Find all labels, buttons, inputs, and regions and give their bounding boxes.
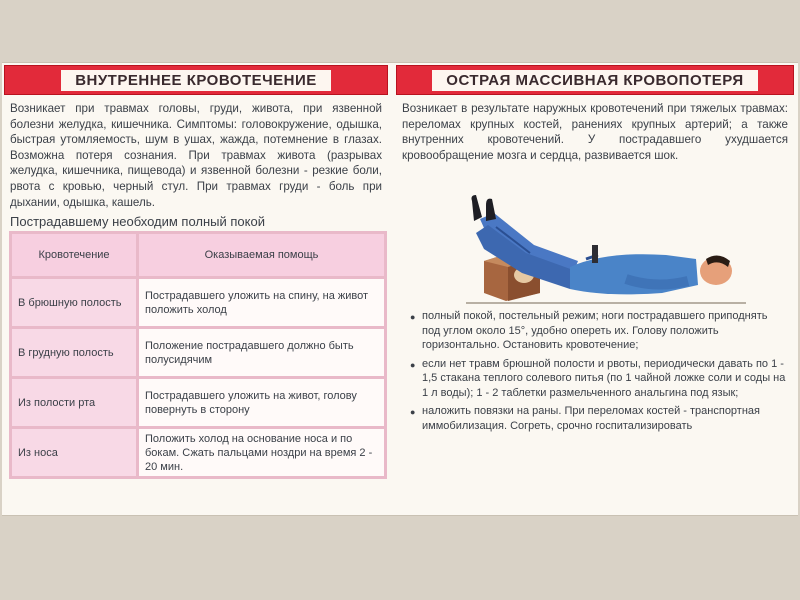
help-cell: Пострадавшего уложить на спину, на живот положить холод xyxy=(138,278,386,328)
list-item-text: если нет травм брюшной полости и рвоты, периодически давать по 1 - 1,5 стакана теплого солевого питья (по 1 чайной ложке соли и соды на 1 л воды); 1 - 2 таблетки размельченного анальгина под язык; xyxy=(422,357,786,399)
internal-bleeding-column xyxy=(4,65,388,479)
internal-bleeding-banner xyxy=(4,65,388,95)
bullet-icon: ● xyxy=(410,359,416,370)
table-header-row xyxy=(11,233,386,278)
bleeding-type-cell: Из полости рта xyxy=(11,378,138,428)
shoes-icon xyxy=(472,195,497,221)
header-bleeding: Кровотечение xyxy=(11,233,138,278)
head-icon xyxy=(700,255,732,285)
list-item xyxy=(410,404,788,433)
table-row xyxy=(11,328,386,378)
rest-note: Пострадавшему необходим полный покой xyxy=(10,214,265,230)
blood-loss-banner xyxy=(396,65,794,95)
list-item-text: наложить повязки на раны. При переломах костей - транспортная иммобилизация. Согреть, срочно госпитализировать xyxy=(422,405,760,432)
list-item xyxy=(410,309,788,353)
help-cell: Положить холод на основание носа и по бокам. Сжать пальцами ноздри на время 2 - 20 мин. xyxy=(138,428,386,478)
table-row xyxy=(11,378,386,428)
table-row xyxy=(11,278,386,328)
list-item xyxy=(410,357,788,401)
blood-loss-title: ОСТРАЯ МАССИВНАЯ КРОВОПОТЕРЯ xyxy=(432,70,757,91)
table-row xyxy=(11,428,386,478)
list-item-text: полный покой, постельный режим; ноги пострадавшего приподнять под углом около 15°, удобно опереть их. Голову положить горизонтально. Остановить кровотечение; xyxy=(422,310,768,352)
blood-loss-intro: Возникает в результате наружных кровотечений при тяжелых травмах: переломах крупных костей, ранениях крупных артерий; а также внутренних кровотечений. У пострадавшего ухудшается кровообращение мозга и сердца, развивается шок. xyxy=(402,102,788,162)
help-cell: Пострадавшего уложить на живот, голову повернуть в сторону xyxy=(138,378,386,428)
internal-bleeding-title: ВНУТРЕННЕЕ КРОВОТЕЧЕНИЕ xyxy=(61,70,331,91)
first-aid-list xyxy=(410,309,788,433)
bullet-icon: ● xyxy=(410,312,416,323)
bleeding-help-table xyxy=(9,231,387,479)
bleeding-type-cell: Из носа xyxy=(11,428,138,478)
arm-icon xyxy=(626,279,688,285)
help-cell: Положение пострадавшего должно быть полусидячим xyxy=(138,328,386,378)
patient-legs-raised-illustration xyxy=(466,193,746,313)
bullet-icon: ● xyxy=(410,407,416,418)
internal-bleeding-intro: Возникает при травмах головы, груди, живота, при язвенной болезни желудка, кишечника. Симптомы: головокружение, одышка, быстрая утомляемость, шум в ушах, жажда, потемнение в глазах. Возможна потеря сознания. При травмах живота (разрывах желудка, кишечника, пищевода) и язвенной болезни - резкие боли, рвота с кровью, черный стул. При травмах груди - боль при дыхании, одышка, кашель. xyxy=(10,102,382,209)
header-help: Оказываемая помощь xyxy=(138,233,386,278)
bleeding-type-cell: В грудную полость xyxy=(11,328,138,378)
bleeding-type-cell: В брюшную полость xyxy=(11,278,138,328)
